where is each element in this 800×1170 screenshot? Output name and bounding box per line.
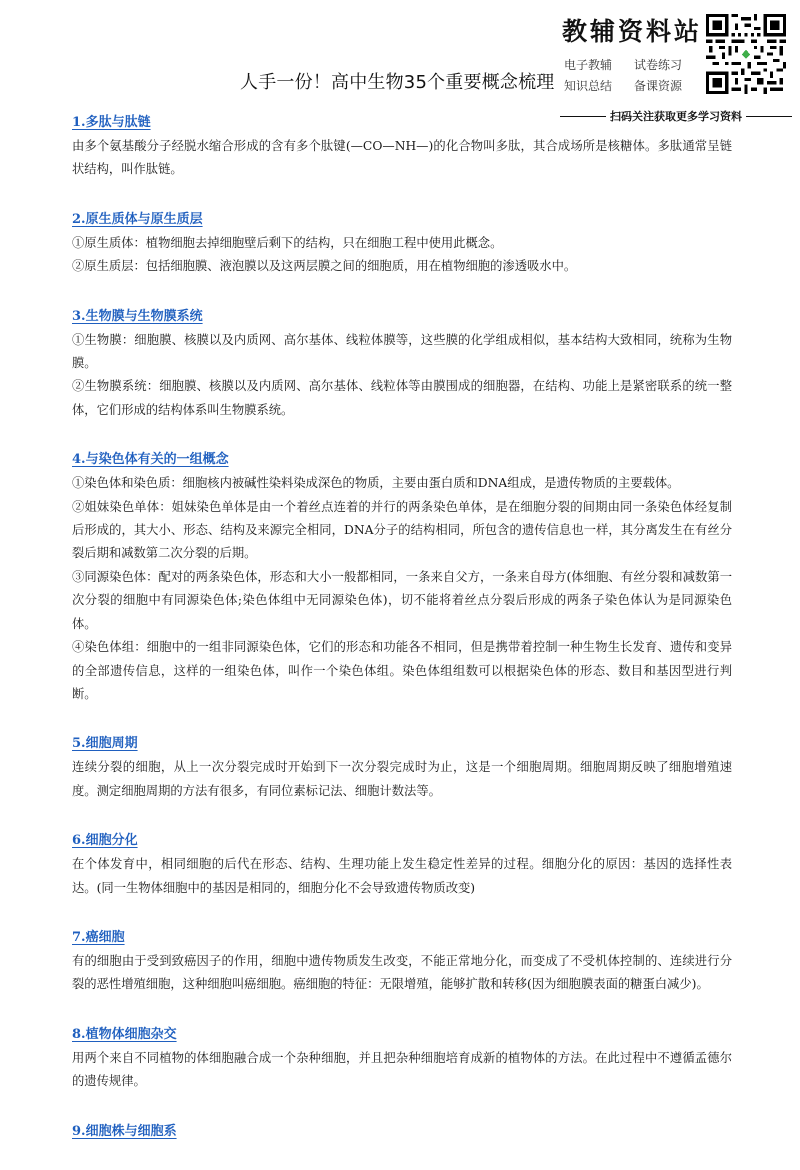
document-body <box>72 111 732 1170</box>
paragraph: ④染色体组：细胞中的一组非同源染色体，它们的形态和功能各不相同，但是携带着控制一种生物生长发育、遗传和变异的全部遗传信息，这样的一组染色体，叫作一个染色体组。染色体组组数可以根据染色体的形态、数目和基因型进行判断。 <box>72 640 732 701</box>
paragraph: ②生物膜系统：细胞膜、核膜以及内质网、高尔基体、线粒体等由膜围成的细胞器，在结构、功能上是紧密联系的统一整体，它们形成的结构体系叫生物膜系统。 <box>72 379 732 417</box>
scan-prompt-text: 扫码关注获取更多学习资料 <box>610 110 742 123</box>
section-hybridization <box>72 1023 732 1094</box>
brand-tag: 试卷练习 <box>634 58 683 72</box>
section-differentiation <box>72 829 732 900</box>
section-cancer-cell <box>72 926 732 997</box>
brand-tags <box>564 56 704 94</box>
section-title[interactable]: 9.细胞株与细胞系 <box>72 1123 177 1139</box>
section-title[interactable]: 3.生物膜与生物膜系统 <box>72 308 203 324</box>
document-title: 人手一份！高中生物35个重要概念梳理 <box>240 72 555 93</box>
section-title[interactable]: 5.细胞周期 <box>72 736 138 752</box>
paragraph: ②原生质层：包括细胞膜、液泡膜以及这两层膜之间的细胞质，用在植物细胞的渗透吸水中。 <box>72 259 577 274</box>
section-title[interactable]: 7.癌细胞 <box>72 929 125 945</box>
paragraph: 用两个来自不同植物的体细胞融合成一个杂种细胞，并且把杂种细胞培育成新的植物体的方法。在此过程中不遵循孟德尔的遗传规律。 <box>72 1050 732 1089</box>
paragraph: ①生物膜：细胞膜、核膜以及内质网、高尔基体、线粒体膜等，这些膜的化学组成相似，基本结构大致相同，统称为生物膜。 <box>72 332 732 371</box>
paragraph: 连续分裂的细胞，从上一次分裂完成时开始到下一次分裂完成时为止，这是一个细胞周期。细胞周期反映了细胞增殖速度。测定细胞周期的方法有很多，有同位素标记法、细胞计数法等。 <box>72 760 732 798</box>
section-title[interactable]: 2.原生质体与原生质层 <box>72 211 203 227</box>
qr-code-icon[interactable] <box>706 14 786 94</box>
section-title[interactable]: 6.细胞分化 <box>72 833 138 849</box>
paragraph: 在个体发育中，相同细胞的后代在形态、结构、生理功能上发生稳定性差异的过程。细胞分化的原因：基因的选择性表达。(同一生物体细胞中的基因是相同的，细胞分化不会导致遗传物质改变) <box>72 857 732 895</box>
section-chromosome <box>72 448 732 706</box>
divider <box>746 116 792 117</box>
paragraph: ①原生质体：植物细胞去掉细胞壁后剩下的结构，只在细胞工程中使用此概念。 <box>72 235 503 250</box>
section-title[interactable]: 8.植物体细胞杂交 <box>72 1026 177 1042</box>
paragraph: ②姐妹染色单体：姐妹染色单体是由一个着丝点连着的并行的两条染色单体，是在细胞分裂的间期由同一条染色体经复制后形成的，其大小、形态、结构及来源完全相同，DNA分子的结构相同，所包含的遗传信息也一样，其分离发生在有丝分裂后期和减数第二次分裂的后期。 <box>72 499 732 561</box>
brand-tag: 电子教辅 <box>564 58 613 72</box>
paragraph: 由多个氨基酸分子经脱水缩合形成的含有多个肽键(—CO—NH—)的化合物叫多肽，其合成场所是核糖体。多肽通常呈链状结构，叫作肽链。 <box>72 139 732 177</box>
section-biomembrane <box>72 305 732 423</box>
section-peptide <box>72 111 732 182</box>
section-protoplast <box>72 208 732 279</box>
paragraph: ①染色体和染色质：细胞核内被碱性染料染成深色的物质，主要由蛋白质和DNA组成，是遗传物质的主要载体。 <box>72 476 680 491</box>
section-title[interactable]: 1.多肽与肽链 <box>72 115 151 130</box>
paragraph: ③同源染色体：配对的两条染色体，形态和大小一般都相同，一条来自父方，一条来自母方(体细胞、有丝分裂和减数第一次分裂的细胞中有同源染色体;染色体组中无同源染色体)，切不能将着丝点分裂后形成的两条子染色体认为是同源染色体。 <box>72 569 732 631</box>
paragraph: 有的细胞由于受到致癌因子的作用，细胞中遗传物质发生改变，不能正常地分化，而变成了不受机体控制的、连续进行分裂的恶性增殖细胞，这种细胞叫癌细胞。癌细胞的特征：无限增殖，能够扩散和转移(因为细胞膜表面的糖蛋白减少)。 <box>72 953 732 992</box>
brand-tag: 知识总结 <box>564 79 613 93</box>
section-cell-cycle <box>72 732 732 803</box>
section-title[interactable]: 4.与染色体有关的一组概念 <box>72 452 229 468</box>
brand-tag: 备课资源 <box>634 79 683 93</box>
brand-name: 教辅资料站 <box>562 17 703 46</box>
